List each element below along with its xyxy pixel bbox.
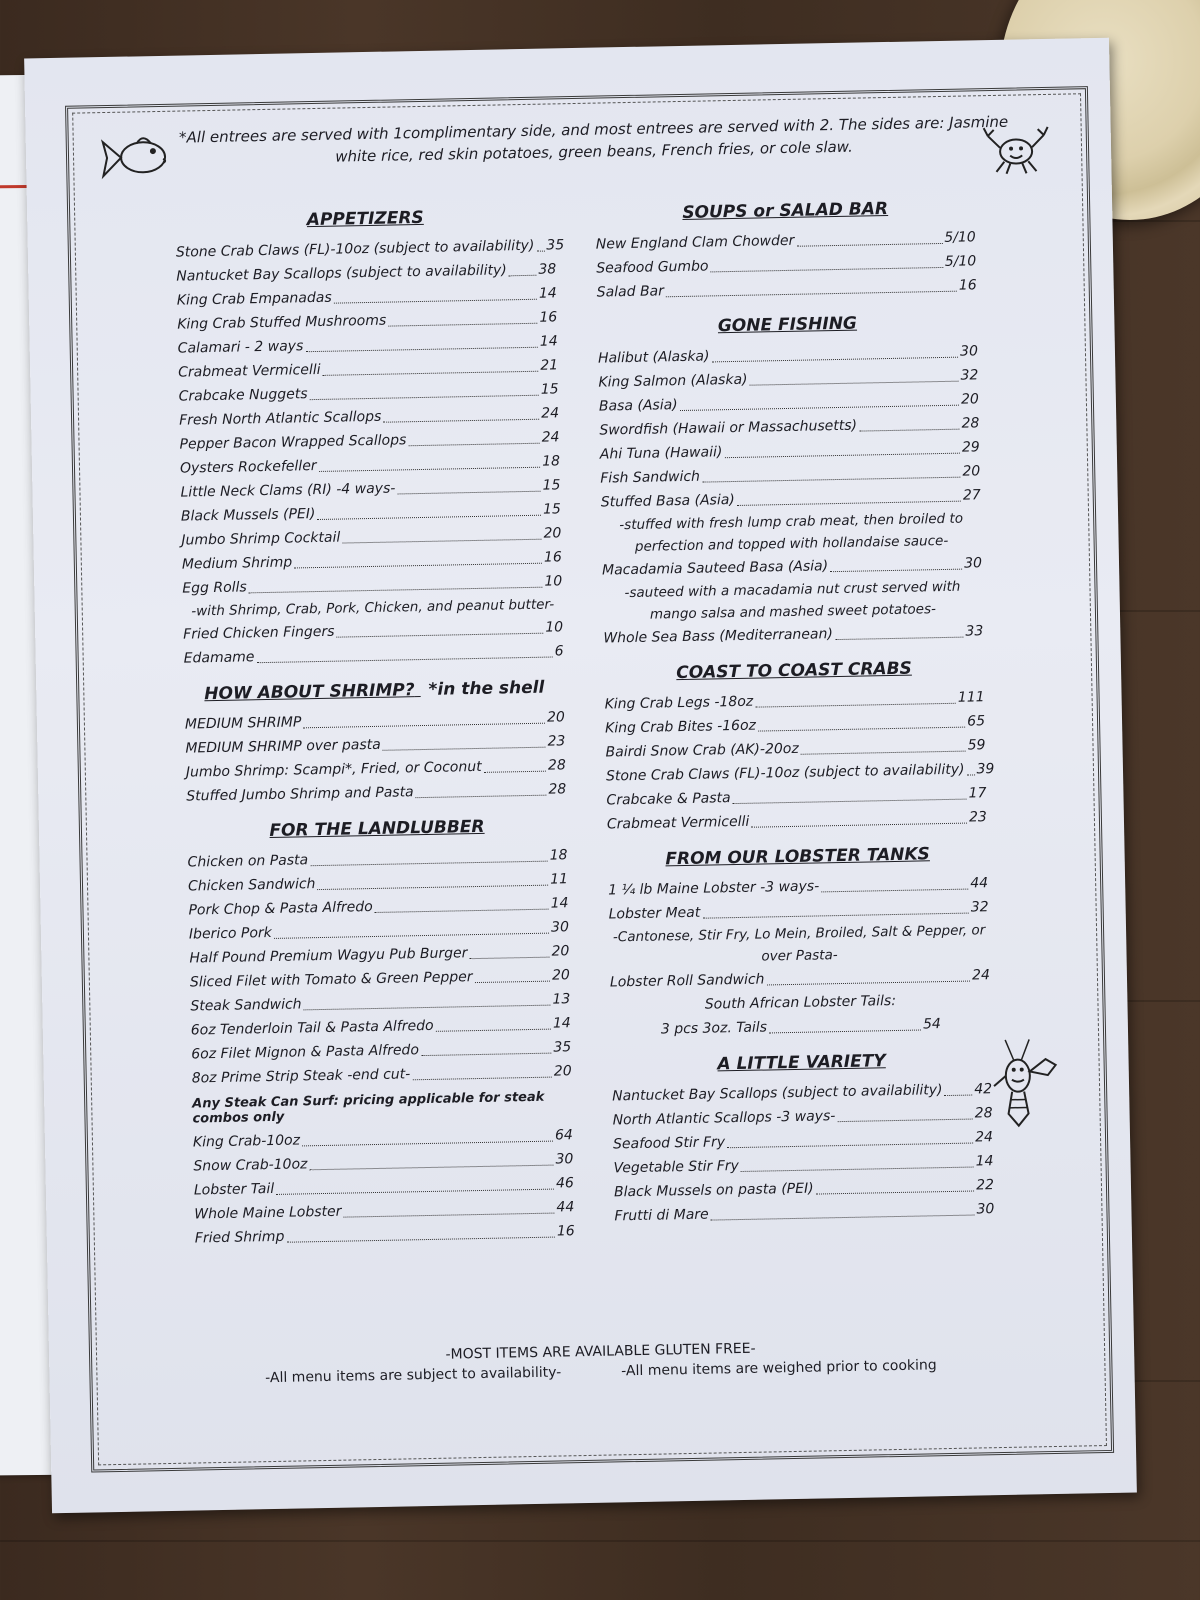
item-name: Lobster Tail [193, 1180, 275, 1199]
leader-dots [310, 1165, 554, 1171]
item-price: 30 [976, 1201, 995, 1218]
item-price: 32 [970, 899, 989, 916]
leader-dots [257, 657, 553, 664]
menu-paper [24, 38, 1137, 1514]
item-name: King Crab Bites -16oz [604, 717, 757, 737]
item-name: Steak Sandwich [190, 996, 302, 1015]
fish-icon [96, 127, 177, 194]
menu-item [661, 1012, 941, 1041]
item-name: Jumbo Shrimp: Scampi*, Fried, or Coconut [185, 758, 482, 781]
item-name: 6oz Filet Mignon & Pasta Alfredo [191, 1042, 420, 1063]
item-price: 111 [957, 689, 985, 706]
menu-border [65, 86, 1114, 1472]
item-price: 14 [975, 1153, 994, 1170]
item-price: 24 [541, 429, 560, 446]
item-name: Crabmeat Vermicelli [178, 361, 321, 381]
leader-dots [702, 913, 969, 919]
leader-dots [755, 703, 956, 708]
item-price: 20 [553, 1063, 572, 1080]
item-name: 3 pcs 3oz. Tails [660, 1019, 768, 1038]
item-name: King Crab-10oz [192, 1132, 301, 1151]
item-price: 32 [960, 367, 979, 384]
leader-dots [711, 1215, 975, 1221]
item-price: 23 [968, 809, 988, 826]
leader-dots [724, 453, 960, 459]
item-price: 18 [549, 847, 568, 864]
leader-dots [276, 1189, 554, 1195]
item-name: King Salmon (Alaska) [598, 371, 748, 391]
leader-dots [758, 727, 965, 732]
item-price: 20 [546, 709, 566, 726]
item-price: 27 [962, 487, 981, 504]
item-name: Egg Rolls [182, 579, 247, 597]
item-price: 46 [555, 1175, 574, 1192]
item-name: Crabcake Nuggets [178, 386, 308, 405]
leader-dots [294, 563, 542, 569]
item-name: Sliced Filet with Tomato & Green Pepper [189, 969, 473, 991]
item-name: Half Pound Premium Wagyu Pub Burger [189, 945, 468, 967]
section-title: SOUPS or SALAD BAR [682, 198, 889, 223]
leader-dots [837, 1119, 972, 1123]
item-name: Nantucket Bay Scallops (subject to availability) [176, 262, 507, 285]
item-name: King Crab Empanadas [176, 289, 332, 309]
crabs-section [604, 657, 995, 836]
leader-dots [967, 774, 975, 775]
leader-dots [816, 1191, 975, 1195]
item-price: 44 [970, 875, 989, 892]
item-price: 24 [541, 405, 560, 422]
lobster-note: -Cantonese, Stir Fry, Lo Mein, Broiled, Salt & Pepper, or over Pasta- [612, 922, 986, 965]
leader-dots [310, 861, 548, 867]
item-price: 22 [975, 1177, 995, 1194]
item-price: 16 [543, 549, 562, 566]
item-name: Stuffed Basa (Asia) [600, 491, 735, 511]
item-name: Whole Sea Bass (Mediterranean) [603, 626, 834, 647]
item-price: 20 [543, 525, 562, 542]
item-price: 5/10 [944, 229, 976, 246]
item-name: Swordfish (Hawaii or Massachusetts) [599, 417, 858, 439]
item-price: 38 [538, 261, 557, 278]
item-name: North Atlantic Scallops -3 ways- [612, 1108, 836, 1129]
item-name: Snow Crab-10oz [193, 1156, 308, 1175]
item-name: Nantucket Bay Scallops (subject to availability) [612, 1082, 943, 1105]
item-name: Seafood Stir Fry [612, 1134, 726, 1153]
leader-dots [319, 467, 541, 472]
leader-dots [750, 381, 959, 386]
leader-dots [727, 1143, 973, 1149]
leader-dots [712, 357, 959, 363]
item-name: King Crab Legs -18oz [604, 693, 754, 713]
item-price: 64 [554, 1127, 574, 1144]
leader-dots [397, 491, 540, 495]
leader-dots [801, 751, 966, 755]
item-price: 30 [959, 343, 979, 360]
item-name: Stone Crab Claws (FL)-10oz (subject to availability) [175, 237, 535, 261]
item-price: 17 [968, 785, 987, 802]
leader-dots [408, 443, 539, 447]
item-price: 6 [554, 643, 564, 660]
gluten-free-note: -MOST ITEMS ARE AVAILABLE GLUTEN FREE- [445, 1340, 756, 1363]
sides-intro: *All entrees are served with 1complimentary side, and most entrees are served with 2. The sides are: Jasmine white rice, red skin potatoes, green beans, French fries, or cole slaw. [178, 112, 1009, 166]
leader-dots [416, 795, 547, 799]
leader-dots [835, 637, 964, 640]
leader-dots [318, 885, 549, 890]
item-price: 16 [556, 1223, 575, 1240]
item-price: 5/10 [944, 253, 977, 270]
item-price: 20 [551, 943, 570, 960]
item-name: Lobster Meat [608, 904, 701, 923]
variety-section [611, 1049, 994, 1228]
leader-dots [274, 933, 549, 939]
lobster-section [607, 843, 991, 1042]
item-price: 29 [961, 439, 980, 456]
section-title: FOR THE LANDLUBBER [269, 816, 485, 841]
item-price: 35 [546, 237, 565, 254]
item-price: 13 [552, 991, 571, 1008]
leader-dots [751, 823, 967, 828]
item-name: Edamame [183, 649, 255, 667]
section-title: APPETIZERS [306, 207, 424, 231]
leader-dots [286, 1237, 555, 1243]
item-name: Pork Chop & Pasta Alfredo [188, 899, 373, 919]
section-title: A LITTLE VARIETY [717, 1051, 886, 1075]
item-price: 16 [958, 277, 977, 294]
item-price: 21 [540, 357, 559, 374]
section-title: FROM OUR LOBSTER TANKS [665, 844, 930, 870]
item-name: Chicken on Pasta [187, 852, 309, 871]
item-price: 42 [974, 1081, 993, 1098]
leader-dots [305, 347, 538, 352]
item-name: Fried Chicken Fingers [183, 623, 335, 643]
leader-dots [484, 771, 546, 773]
tails-label: South African Lobster Tails: [704, 992, 897, 1013]
item-price: 54 [922, 1016, 941, 1033]
leader-dots [741, 1167, 974, 1172]
item-price: 20 [551, 967, 570, 984]
item-name: 1 ¼ lb Maine Lobster -3 ways- [608, 878, 820, 899]
weighed-note: -All menu items are weighed prior to cooking [621, 1357, 937, 1380]
leader-dots [344, 1213, 555, 1218]
item-name: Ahi Tuna (Hawaii) [599, 444, 723, 463]
item-price: 30 [964, 555, 983, 572]
item-name: Crabcake & Pasta [606, 790, 731, 809]
item-price: 11 [550, 871, 569, 888]
section-title [184, 677, 564, 704]
item-name: Crabmeat Vermicelli [606, 813, 750, 833]
item-name: Basa (Asia) [598, 397, 678, 415]
item-name: Stone Crab Claws (FL)-10oz (subject to availability) [605, 761, 965, 785]
item-price: 30 [550, 919, 570, 936]
leader-dots [702, 477, 960, 483]
item-name: Lobster Roll Sandwich [609, 971, 765, 991]
left-column [175, 199, 575, 1264]
leader-dots [475, 981, 550, 983]
leader-dots [388, 323, 537, 327]
leader-dots [767, 981, 971, 986]
item-name: King Crab Stuffed Mushrooms [177, 312, 387, 333]
leader-dots [412, 1077, 552, 1081]
leader-dots [796, 243, 942, 247]
item-price: 20 [960, 391, 980, 408]
item-name: Frutti di Mare [614, 1206, 709, 1225]
leader-dots [737, 501, 961, 506]
item-name: Halibut (Alaska) [597, 348, 710, 367]
item-price: 28 [974, 1105, 993, 1122]
item-price: 14 [538, 285, 557, 302]
item-price: 15 [542, 477, 561, 494]
fishing-section [597, 311, 983, 650]
item-name: Pepper Bacon Wrapped Scallops [179, 432, 407, 453]
item-name: Medium Shrimp [181, 554, 293, 573]
item-name: MEDIUM SHRIMP [184, 714, 302, 733]
leader-dots [304, 1005, 551, 1011]
item-price: 28 [547, 757, 566, 774]
item-price: 20 [962, 463, 981, 480]
leader-dots [334, 299, 537, 304]
leader-dots [383, 747, 546, 751]
item-name: Salad Bar [596, 283, 665, 301]
item-price: 28 [548, 781, 567, 798]
leader-dots [337, 633, 544, 638]
item-name: Fresh North Atlantic Scallops [178, 408, 382, 429]
leader-dots [303, 723, 545, 729]
item-price: 14 [539, 333, 558, 350]
surf-title: Any Steak Can Surf: pricing applicable for steak combos only [192, 1089, 545, 1127]
item-price: 39 [976, 761, 995, 778]
item-name: 8oz Prime Strip Steak -end cut- [191, 1066, 411, 1087]
item-price: 10 [545, 619, 564, 636]
item-price: 23 [547, 733, 566, 750]
leader-dots [436, 1029, 551, 1032]
item-price: 24 [971, 967, 991, 984]
leader-dots [536, 251, 544, 252]
item-price: 44 [556, 1199, 575, 1216]
soups-section [595, 197, 977, 304]
item-price: 59 [967, 737, 986, 754]
leader-dots [733, 799, 967, 804]
item-name: Black Mussels (PEI) [180, 506, 316, 525]
item-price: 28 [961, 415, 980, 432]
item-name: MEDIUM SHRIMP over pasta [185, 736, 381, 757]
item-name: 6oz Tenderloin Tail & Pasta Alfredo [190, 1017, 434, 1039]
item-price: 35 [553, 1039, 572, 1056]
leader-dots [302, 1141, 553, 1147]
leader-dots [421, 1053, 551, 1057]
item-name: New England Clam Chowder [595, 232, 795, 253]
leader-dots [310, 395, 539, 400]
availability-note: -All menu items are subject to availability- [265, 1364, 562, 1387]
item-price: 33 [965, 623, 984, 640]
leader-dots [769, 1030, 921, 1034]
item-price: 10 [544, 573, 563, 590]
item-price: 18 [541, 453, 561, 470]
menu-footer [92, 1334, 1110, 1390]
item-name: Calamari - 2 ways [177, 338, 304, 357]
leader-dots [375, 909, 549, 913]
section-title: GONE FISHING [717, 313, 858, 337]
leader-dots [317, 515, 541, 520]
leader-dots [383, 419, 539, 423]
item-name: Whole Maine Lobster [194, 1203, 342, 1223]
item-price: 15 [542, 501, 562, 518]
item-name: Fish Sandwich [600, 468, 701, 487]
item-name: Little Neck Clams (RI) -4 ways- [180, 480, 396, 501]
shell-note: *in the shell [428, 677, 545, 700]
item-name: Fried Shrimp [194, 1228, 285, 1247]
item-name: Black Mussels on pasta (PEI) [613, 1180, 814, 1201]
item-price: 65 [967, 713, 986, 730]
item-price: 24 [975, 1129, 994, 1146]
item-name: Oysters Rockefeller [179, 458, 317, 477]
appetizers-section [175, 205, 564, 670]
leader-dots [945, 1095, 973, 1097]
item-price: 16 [539, 309, 558, 326]
leader-dots [249, 587, 543, 594]
leader-dots [680, 405, 959, 411]
macadamia-note: -sauteed with a macadamia nut crust served with mango salsa and mashed sweet potatoes- [624, 578, 961, 623]
item-name: Macadamia Sauteed Basa (Asia) [601, 558, 829, 579]
leader-dots [470, 957, 550, 960]
leader-dots [859, 429, 959, 432]
landlubber-section [187, 815, 575, 1250]
lobster-icon [983, 1035, 1065, 1137]
section-title: COAST TO COAST CRABS [676, 658, 912, 684]
leader-dots [666, 291, 957, 298]
item-price: 14 [550, 895, 569, 912]
item-price: 15 [540, 381, 559, 398]
item-name: Iberico Pork [188, 924, 272, 943]
leader-dots [509, 275, 537, 277]
item-name: Jumbo Shrimp Cocktail [181, 529, 341, 549]
item-price: 30 [555, 1151, 574, 1168]
item-name: Chicken Sandwich [187, 876, 316, 895]
leader-dots [342, 539, 541, 544]
shrimp-section [184, 677, 566, 808]
item-name: Stuffed Jumbo Shrimp and Pasta [186, 784, 414, 805]
leader-dots [323, 371, 539, 376]
shrimp-title: HOW ABOUT SHRIMP? [204, 680, 415, 705]
leader-dots [830, 569, 962, 573]
item-price: 14 [552, 1015, 571, 1032]
leader-dots [711, 267, 943, 272]
right-column [595, 191, 995, 1242]
item-name: Bairdi Snow Crab (AK)-20oz [605, 740, 799, 761]
egg-roll-note: -with Shrimp, Crab, Pork, Chicken, and peanut butter- [191, 596, 555, 620]
stuffed-basa-note: -stuffed with fresh lump crab meat, then broiled to perfection and topped with hollandaise sauce- [619, 510, 964, 555]
item-name: Vegetable Stir Fry [613, 1158, 740, 1177]
leader-dots [821, 889, 968, 893]
item-name: Seafood Gumbo [596, 258, 709, 277]
